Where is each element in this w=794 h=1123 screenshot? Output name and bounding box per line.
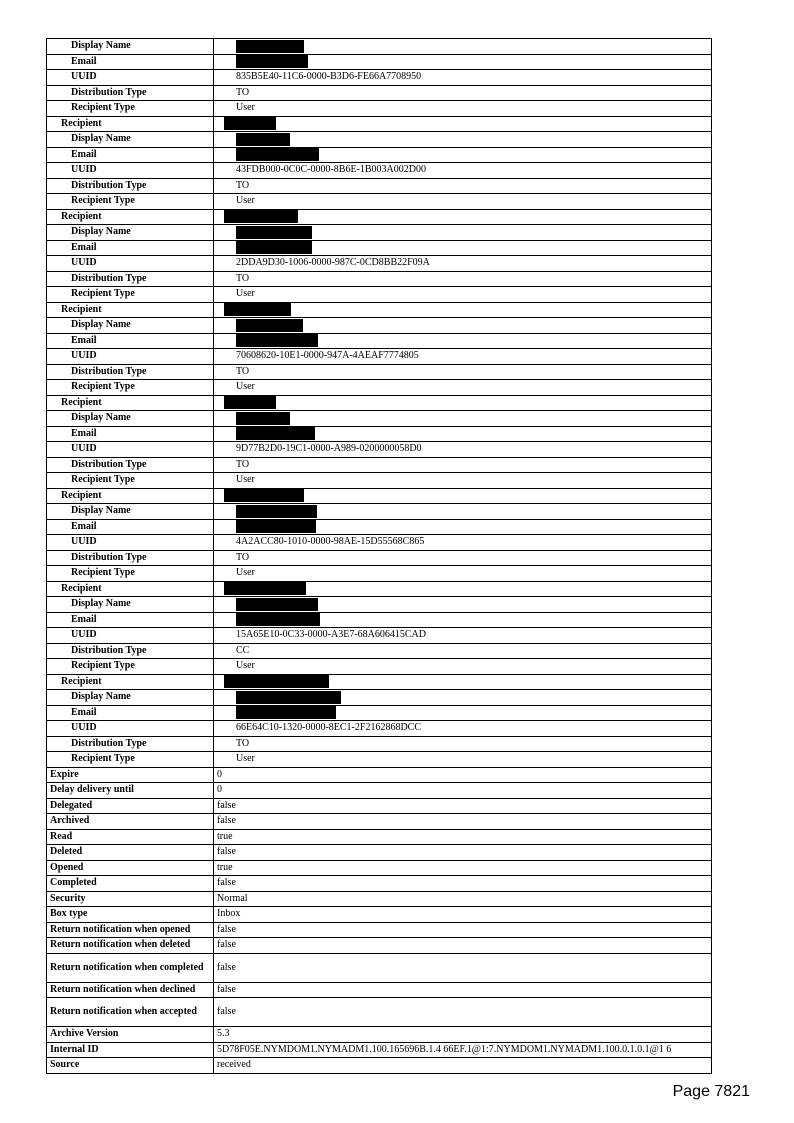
table-row	[47, 628, 712, 644]
field-label: Display Name	[47, 132, 214, 148]
table-row	[47, 178, 712, 194]
table-row	[47, 953, 712, 982]
field-label: Recipient Type	[47, 380, 214, 396]
property-label: Delay delivery until	[47, 783, 214, 799]
redacted-value	[214, 674, 712, 690]
table-row	[47, 54, 712, 70]
redacted-value	[214, 225, 712, 241]
field-label: Display Name	[47, 597, 214, 613]
field-label: Display Name	[47, 504, 214, 520]
redacted-value	[214, 411, 712, 427]
table-row	[47, 783, 712, 799]
field-label: Display Name	[47, 225, 214, 241]
property-value: 0	[214, 783, 712, 799]
table-row	[47, 721, 712, 737]
table-row	[47, 240, 712, 256]
field-value: User	[214, 380, 712, 396]
field-value: User	[214, 752, 712, 768]
property-value: Inbox	[214, 907, 712, 923]
field-label: Distribution Type	[47, 550, 214, 566]
field-label: Distribution Type	[47, 364, 214, 380]
field-value: User	[214, 101, 712, 117]
redacted-value	[214, 690, 712, 706]
field-label: Email	[47, 240, 214, 256]
recipients-list	[47, 116, 712, 767]
redacted-value	[214, 705, 712, 721]
table-row	[47, 473, 712, 489]
table-row	[47, 1058, 712, 1074]
field-label: Recipient	[47, 116, 214, 132]
field-label: UUID	[47, 628, 214, 644]
table-row	[47, 907, 712, 923]
table-row	[47, 85, 712, 101]
table-row	[47, 643, 712, 659]
table-row	[47, 504, 712, 520]
field-value: TO	[214, 457, 712, 473]
field-label: UUID	[47, 349, 214, 365]
field-label: Recipient Type	[47, 659, 214, 675]
property-value: false	[214, 982, 712, 998]
redacted-value	[214, 318, 712, 334]
field-label: UUID	[47, 721, 214, 737]
table-row	[47, 225, 712, 241]
field-value: User	[214, 473, 712, 489]
field-label: Distribution Type	[47, 271, 214, 287]
table-row	[47, 550, 712, 566]
property-value: false	[214, 922, 712, 938]
property-value: 0	[214, 767, 712, 783]
property-value: false	[214, 953, 712, 982]
field-value: 835B5E40-11C6-0000-B3D6-FE66A7708950	[214, 70, 712, 86]
field-label: Email	[47, 147, 214, 163]
table-row	[47, 612, 712, 628]
property-value: false	[214, 798, 712, 814]
property-value: 5.3	[214, 1027, 712, 1043]
table-row	[47, 39, 712, 55]
redacted-value	[214, 488, 712, 504]
table-row	[47, 876, 712, 892]
property-value: false	[214, 876, 712, 892]
table-row	[47, 767, 712, 783]
table-row	[47, 380, 712, 396]
property-label: Return notification when declined	[47, 982, 214, 998]
page-number: Page 7821	[672, 1083, 750, 1100]
redacted-value	[214, 116, 712, 132]
field-label: Recipient	[47, 302, 214, 318]
redacted-value	[214, 240, 712, 256]
redacted-value	[214, 132, 712, 148]
table-row	[47, 982, 712, 998]
table-row	[47, 1027, 712, 1043]
redacted-value	[214, 581, 712, 597]
redacted-value	[214, 426, 712, 442]
table-row	[47, 998, 712, 1027]
field-label: Recipient Type	[47, 194, 214, 210]
table-row	[47, 101, 712, 117]
field-label: Recipient Type	[47, 101, 214, 117]
field-label: Recipient Type	[47, 566, 214, 582]
table-row	[47, 752, 712, 768]
table-row	[47, 256, 712, 272]
table-row	[47, 581, 712, 597]
table-row	[47, 132, 712, 148]
property-label: Return notification when opened	[47, 922, 214, 938]
property-value: false	[214, 938, 712, 954]
field-label: Recipient	[47, 581, 214, 597]
field-label: Recipient	[47, 488, 214, 504]
redacted-value	[214, 395, 712, 411]
field-value: 9D77B2D0-19C1-0000-A989-0200000058D0	[214, 442, 712, 458]
table-row	[47, 860, 712, 876]
property-label: Security	[47, 891, 214, 907]
table-row	[47, 798, 712, 814]
table-row	[47, 194, 712, 210]
property-label: Archive Version	[47, 1027, 214, 1043]
field-value: User	[214, 566, 712, 582]
property-value: Normal	[214, 891, 712, 907]
field-label: Email	[47, 612, 214, 628]
table-row	[47, 488, 712, 504]
field-label: Email	[47, 519, 214, 535]
field-label: UUID	[47, 256, 214, 272]
redacted-value	[214, 54, 712, 70]
redacted-value	[214, 147, 712, 163]
property-value: received	[214, 1058, 712, 1074]
field-label: Email	[47, 54, 214, 70]
table-row	[47, 674, 712, 690]
table-row	[47, 70, 712, 86]
field-label: Recipient Type	[47, 752, 214, 768]
field-value: User	[214, 194, 712, 210]
table-row	[47, 938, 712, 954]
field-label: Distribution Type	[47, 736, 214, 752]
property-label: Archived	[47, 814, 214, 830]
table-row	[47, 705, 712, 721]
table-row	[47, 597, 712, 613]
table-row	[47, 395, 712, 411]
property-label: Return notification when deleted	[47, 938, 214, 954]
property-label: Return notification when accepted	[47, 998, 214, 1027]
redacted-value	[214, 597, 712, 613]
field-value: 4A2ACC80-1010-0000-98AE-15D55568C865	[214, 535, 712, 551]
field-value: TO	[214, 271, 712, 287]
field-value: CC	[214, 643, 712, 659]
field-value: TO	[214, 364, 712, 380]
field-label: Display Name	[47, 411, 214, 427]
field-value: TO	[214, 178, 712, 194]
first-recipient-block	[47, 39, 712, 117]
properties-list	[47, 767, 712, 1073]
redacted-value	[214, 209, 712, 225]
table-row	[47, 163, 712, 179]
table-row	[47, 535, 712, 551]
field-label: UUID	[47, 70, 214, 86]
property-label: Box type	[47, 907, 214, 923]
table-row	[47, 457, 712, 473]
redacted-value	[214, 333, 712, 349]
field-value: 66E64C10-1320-0000-8EC1-2F2162868DCC	[214, 721, 712, 737]
table-row	[47, 891, 712, 907]
table-row	[47, 364, 712, 380]
field-label: Recipient	[47, 674, 214, 690]
table-row	[47, 116, 712, 132]
field-label: Distribution Type	[47, 85, 214, 101]
property-value: false	[214, 845, 712, 861]
field-value: User	[214, 659, 712, 675]
field-label: Recipient Type	[47, 473, 214, 489]
table-row	[47, 209, 712, 225]
property-label: Expire	[47, 767, 214, 783]
property-label: Return notification when completed	[47, 953, 214, 982]
property-label: Completed	[47, 876, 214, 892]
field-label: Recipient Type	[47, 287, 214, 303]
property-label: Read	[47, 829, 214, 845]
field-value: 15A65E10-0C33-0000-A3E7-68A606415CAD	[214, 628, 712, 644]
table-row	[47, 814, 712, 830]
field-label: Distribution Type	[47, 178, 214, 194]
table-row	[47, 147, 712, 163]
table-row	[47, 566, 712, 582]
redacted-value	[214, 504, 712, 520]
table-row	[47, 829, 712, 845]
field-value: User	[214, 287, 712, 303]
property-value: false	[214, 998, 712, 1027]
property-label: Opened	[47, 860, 214, 876]
table-row	[47, 333, 712, 349]
field-label: UUID	[47, 163, 214, 179]
property-label: Source	[47, 1058, 214, 1074]
table-row	[47, 922, 712, 938]
redacted-value	[214, 39, 712, 55]
table-row	[47, 318, 712, 334]
redacted-value	[214, 519, 712, 535]
table-row	[47, 287, 712, 303]
field-value: 43FDB000-0C0C-0000-8B6E-1B003A002D00	[214, 163, 712, 179]
table-row	[47, 426, 712, 442]
property-value: 5D78F05E.NYMDOM1.NYMADM1.100.165696B.1.4 66EF.1@1:7.NYMDOM1.NYMADM1.100.0.1.0.1@1 6	[214, 1042, 712, 1058]
table-row	[47, 736, 712, 752]
field-label: Distribution Type	[47, 457, 214, 473]
field-label: Email	[47, 705, 214, 721]
field-label: UUID	[47, 442, 214, 458]
table-row	[47, 1042, 712, 1058]
field-label: Recipient	[47, 395, 214, 411]
property-label: Deleted	[47, 845, 214, 861]
field-label: Recipient	[47, 209, 214, 225]
redacted-value	[214, 612, 712, 628]
table-row	[47, 302, 712, 318]
field-label: Display Name	[47, 318, 214, 334]
table-row	[47, 690, 712, 706]
field-value: 2DDA9D30-1006-0000-987C-0CD8BB22F09A	[214, 256, 712, 272]
property-value: true	[214, 829, 712, 845]
field-label: UUID	[47, 535, 214, 551]
table-row	[47, 845, 712, 861]
field-value: TO	[214, 736, 712, 752]
table-row	[47, 519, 712, 535]
message-properties-table	[46, 38, 712, 1074]
redacted-value	[214, 302, 712, 318]
table-row	[47, 442, 712, 458]
table-row	[47, 271, 712, 287]
table-row	[47, 659, 712, 675]
field-label: Display Name	[47, 690, 214, 706]
field-value: 70608620-10E1-0000-947A-4AEAF7774805	[214, 349, 712, 365]
property-label: Internal ID	[47, 1042, 214, 1058]
property-value: false	[214, 814, 712, 830]
table-row	[47, 411, 712, 427]
property-value: true	[214, 860, 712, 876]
property-label: Delegated	[47, 798, 214, 814]
field-label: Distribution Type	[47, 643, 214, 659]
field-value: TO	[214, 550, 712, 566]
field-label: Email	[47, 333, 214, 349]
field-value: TO	[214, 85, 712, 101]
field-label: Email	[47, 426, 214, 442]
field-label: Display Name	[47, 39, 214, 55]
table-row	[47, 349, 712, 365]
